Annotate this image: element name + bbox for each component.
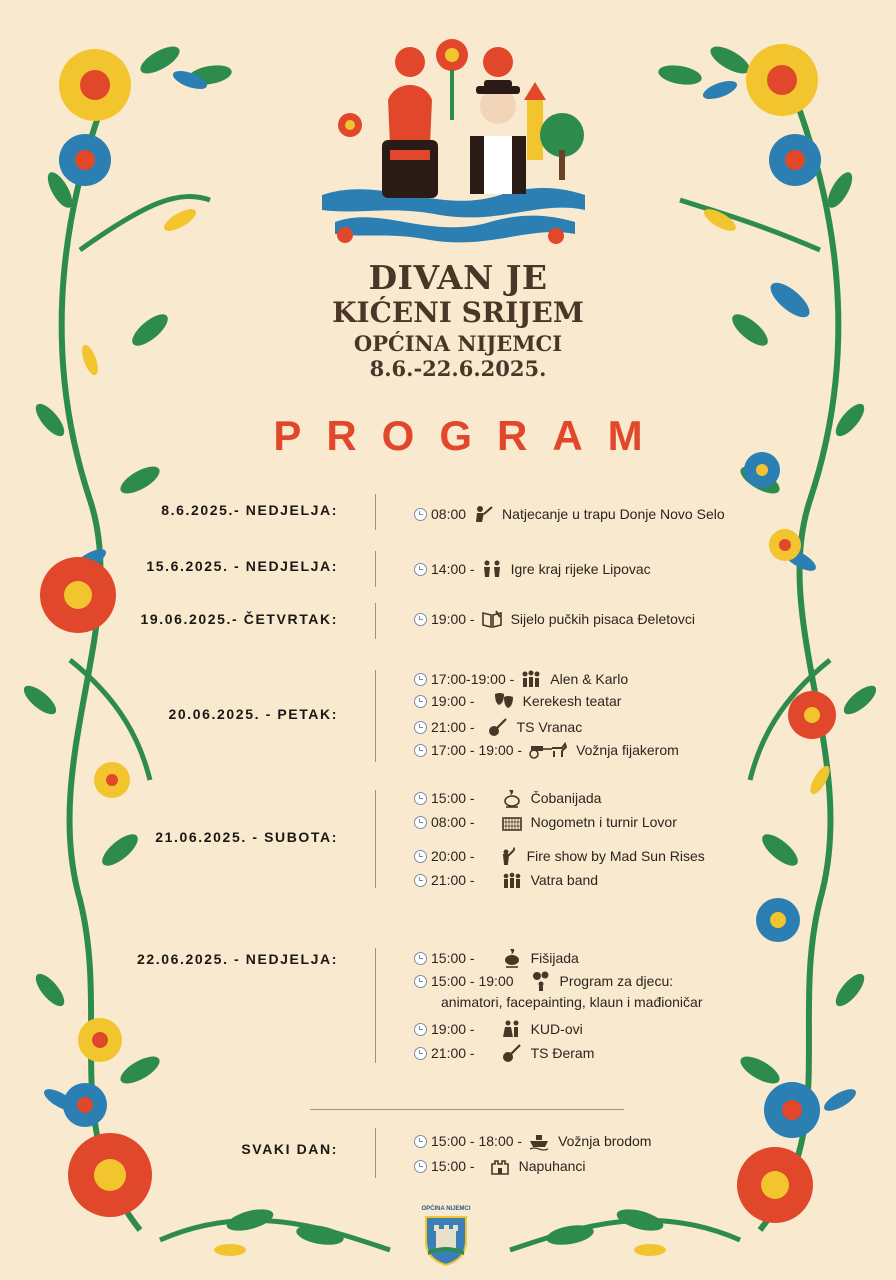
band-icon: [501, 870, 523, 890]
event-time: 19:00 -: [431, 1021, 475, 1037]
crest-label: OPĆINA NIJEMCI: [421, 1206, 471, 1212]
event-row: [414, 845, 705, 867]
separator-line: [375, 603, 376, 639]
event-title: Igre kraj rijeke Lipovac: [510, 561, 651, 577]
clock-icon: [414, 1135, 427, 1148]
clock-icon: [414, 744, 427, 757]
clock-icon: [414, 508, 427, 521]
event-row: [414, 1042, 594, 1064]
clock-icon: [414, 816, 427, 829]
separator-line: [375, 790, 376, 888]
fish-pot-icon: [501, 948, 523, 968]
separator-line: [375, 670, 376, 762]
event-time: 17:00 - 19:00 -: [431, 742, 523, 758]
event-row: [414, 716, 582, 738]
event-time: 15:00 -: [431, 1158, 475, 1174]
theatre-masks-icon: [493, 691, 515, 711]
event-title: Alen & Karlo: [550, 671, 629, 687]
event-time: 08:00: [431, 506, 467, 522]
clock-icon: [414, 792, 427, 805]
event-time: 17:00-19:00 -: [431, 671, 515, 687]
clock-icon: [414, 613, 427, 626]
event-title: Vožnja brodom: [558, 1133, 652, 1149]
program-heading: PROGRAM: [273, 412, 668, 459]
boat-icon: [528, 1131, 550, 1151]
folk-couple-illustration: [322, 39, 585, 244]
separator-line: [375, 551, 376, 587]
event-row: [414, 739, 679, 761]
event-row: [414, 668, 628, 690]
day-label: 21.06.2025. - SUBOTA:: [155, 829, 338, 845]
clock-icon: [414, 874, 427, 887]
clock-icon: [414, 1023, 427, 1036]
event-title: TS Vranac: [516, 719, 583, 735]
balloon-child-icon: [530, 971, 552, 991]
book-writing-icon: [481, 609, 503, 629]
folk-dancers-icon: [501, 1019, 523, 1039]
clock-icon: [414, 563, 427, 576]
event-title: Fišijada: [530, 950, 579, 966]
fire-juggler-icon: [497, 846, 519, 866]
event-row: [414, 869, 598, 891]
event-time: 15:00 -: [431, 950, 475, 966]
event-time: 15:00 - 19:00: [431, 973, 514, 989]
event-time: 15:00 -: [431, 790, 475, 806]
event-time: 14:00 -: [431, 561, 475, 577]
event-row: [414, 558, 651, 580]
children-playing-icon: [481, 559, 503, 579]
event-row: [414, 608, 695, 630]
divider-line: [310, 1109, 624, 1110]
horse-carriage-icon: [528, 740, 568, 760]
day-label: 22.06.2025. - NEDJELJA:: [137, 951, 338, 967]
day-label: 19.06.2025.- ČETVRTAK:: [140, 611, 338, 627]
event-time: 08:00 -: [431, 814, 475, 830]
clock-icon: [414, 1160, 427, 1173]
event-row: [414, 787, 601, 809]
event-subtitle: animatori, facepainting, klaun i mađioničar: [441, 994, 703, 1010]
festival-municipality: OPĆINA NIJEMCI: [353, 331, 563, 356]
clock-icon: [414, 673, 427, 686]
event-title: Natjecanje u trapu Donje Novo Selo: [502, 506, 725, 522]
event-row: [414, 970, 673, 992]
event-time: 21:00 -: [431, 719, 475, 735]
day-label: 15.6.2025. - NEDJELJA:: [146, 558, 338, 574]
event-row: [414, 503, 725, 525]
municipal-crest-icon: [420, 1203, 472, 1267]
clock-icon: [414, 975, 427, 988]
event-row: [414, 1155, 586, 1177]
clock-icon: [414, 1047, 427, 1060]
festival-title-line1: DIVAN JE: [368, 258, 548, 297]
event-row: [414, 811, 677, 833]
event-title: Kerekesh teatar: [522, 693, 622, 709]
event-title: TS Đeram: [530, 1045, 595, 1061]
festival-title-line2: KIĆENI SRIJEM: [332, 296, 584, 329]
event-row: [414, 947, 579, 969]
football-goal-icon: [501, 812, 523, 832]
festival-dates: 8.6.-22.6.2025.: [369, 356, 547, 381]
separator-line: [375, 948, 376, 1063]
event-title: Program za djecu:: [559, 973, 674, 989]
clock-icon: [414, 952, 427, 965]
event-title: Vatra band: [530, 872, 599, 888]
event-time: 20:00 -: [431, 848, 475, 864]
event-row: [414, 690, 621, 712]
clock-icon: [414, 695, 427, 708]
clock-icon: [414, 721, 427, 734]
shovel-digging-icon: [472, 504, 494, 524]
event-title: KUD-ovi: [530, 1021, 583, 1037]
tamburica-icon: [487, 717, 509, 737]
event-time: 19:00 -: [431, 693, 475, 709]
event-time: 21:00 -: [431, 1045, 475, 1061]
event-title: Čobanijada: [530, 790, 602, 806]
cauldron-icon: [501, 788, 523, 808]
event-title: Nogometn i turnir Lovor: [530, 814, 677, 830]
clock-icon: [414, 850, 427, 863]
separator-line: [375, 494, 376, 530]
event-row: [414, 1130, 651, 1152]
tamburica-icon: [501, 1043, 523, 1063]
group-people-icon: [520, 669, 542, 689]
event-time: 15:00 - 18:00 -: [431, 1133, 523, 1149]
event-time: 21:00 -: [431, 872, 475, 888]
event-time: 19:00 -: [431, 611, 475, 627]
bouncy-castle-icon: [489, 1156, 511, 1176]
day-label: 20.06.2025. - PETAK:: [168, 706, 338, 722]
day-label: SVAKI DAN:: [241, 1141, 338, 1157]
day-label: 8.6.2025.- NEDJELJA:: [161, 502, 338, 518]
event-title: Fire show by Mad Sun Rises: [526, 848, 705, 864]
event-title: Sijelo pučkih pisaca Đeletovci: [510, 611, 696, 627]
event-row: [414, 1018, 583, 1040]
separator-line: [375, 1128, 376, 1178]
event-title: Napuhanci: [518, 1158, 586, 1174]
event-title: Vožnja fijakerom: [576, 742, 679, 758]
